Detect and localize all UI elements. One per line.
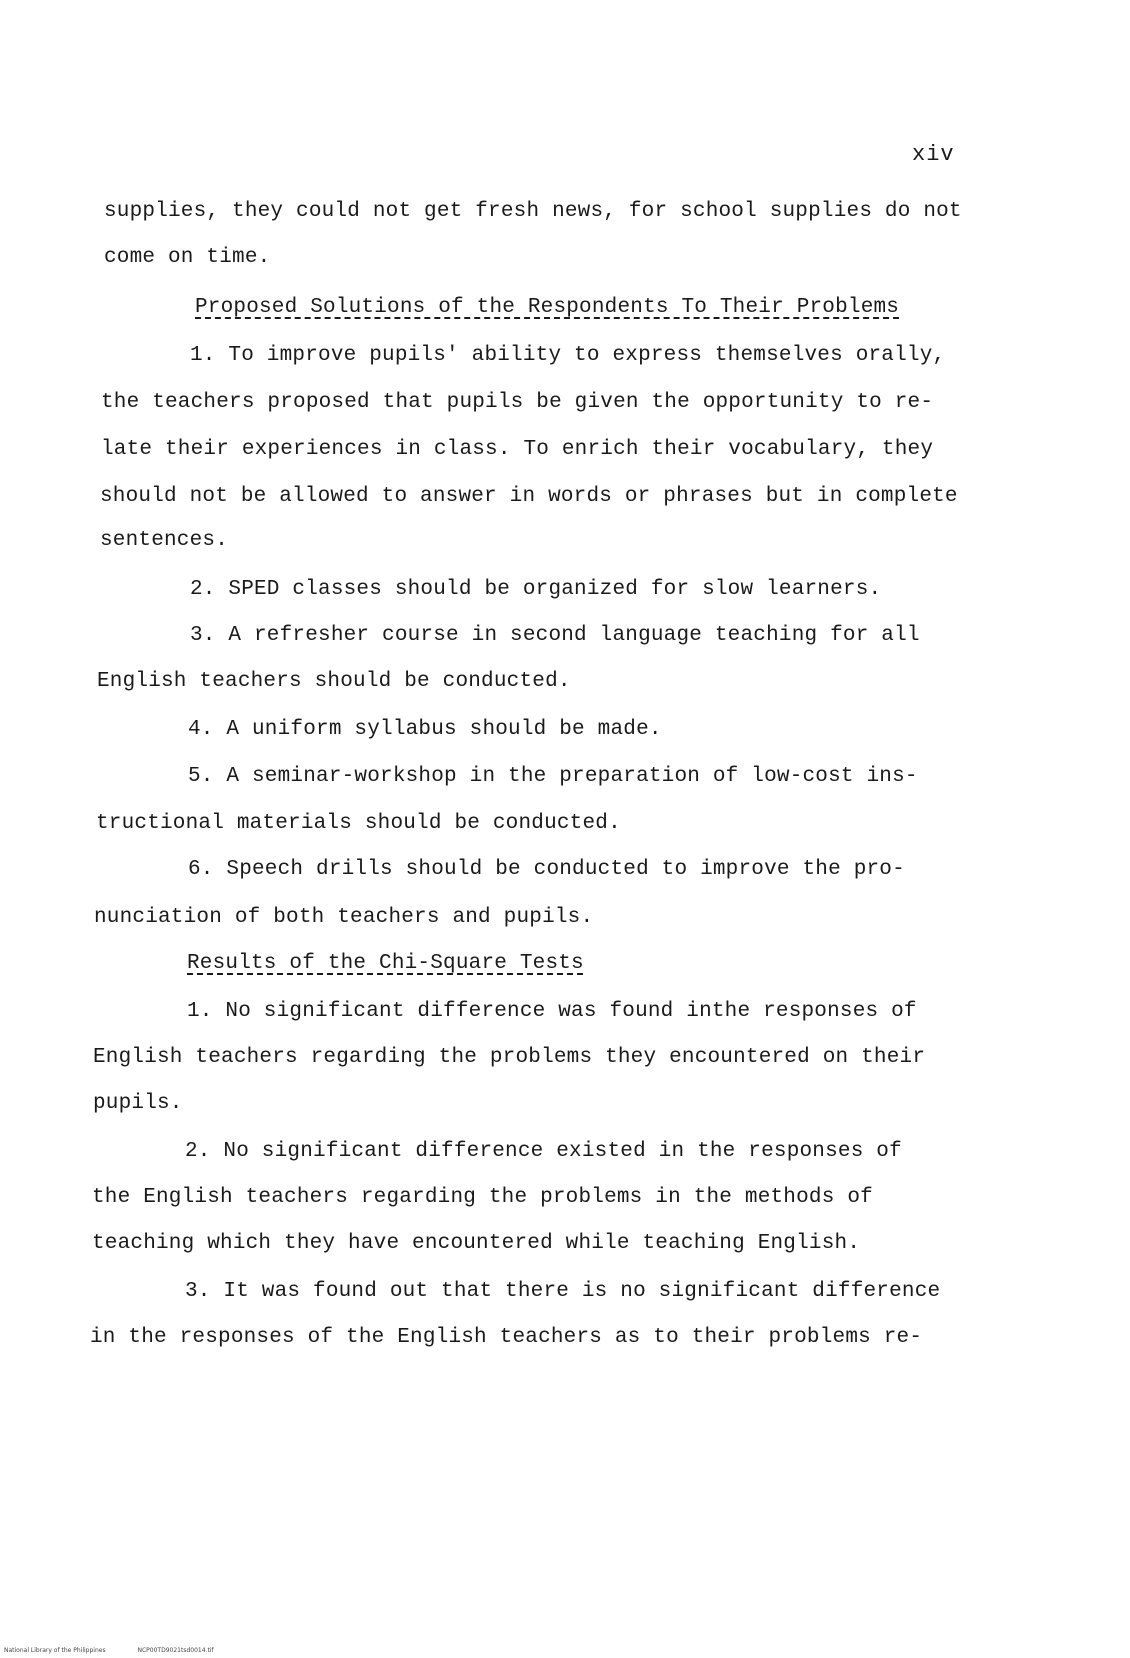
scan-footer (4, 1647, 244, 1654)
body-text-line: 4. A uniform syllabus should be made. (188, 718, 662, 741)
page-number: xiv (912, 142, 955, 167)
body-text-line: sentences. (100, 529, 229, 552)
body-text-line: 2. No significant difference existed in the responses of (185, 1140, 902, 1163)
body-text-line: 6. Speech drills should be conducted to improve the pro- (188, 858, 905, 881)
body-text-line: pupils. (93, 1092, 183, 1115)
body-text-line: nunciation of both teachers and pupils. (94, 906, 594, 929)
body-text-line: 5. A seminar-workshop in the preparation of low-cost ins- (188, 765, 918, 788)
body-text-line: 2. SPED classes should be organized for slow learners. (190, 578, 882, 601)
body-text-line: English teachers regarding the problems they encountered on their (93, 1046, 926, 1069)
body-text-line: 3. A refresher course in second language teaching for all (190, 624, 920, 647)
body-text-line: the teachers proposed that pupils be given the opportunity to re- (101, 391, 934, 414)
body-text-line: come on time. (104, 246, 271, 269)
file-id: NCP00TD9021tsd0014.tif (137, 1647, 214, 1654)
body-text-line: tructional materials should be conducted. (96, 812, 621, 835)
body-text-line: supplies, they could not get fresh news, for school supplies do not (104, 200, 962, 223)
body-text-line: in the responses of the English teachers as to their problems re- (90, 1326, 923, 1349)
body-text-line: 1. No significant difference was found inthe responses of (187, 1000, 917, 1023)
body-text-line: 3. It was found out that there is no significant difference (185, 1280, 941, 1303)
body-text-line: late their experiences in class. To enrich their vocabulary, they (101, 438, 934, 461)
body-text-line: teaching which they have encountered while teaching English. (92, 1232, 861, 1255)
section-heading: Results of the Chi-Square Tests (187, 952, 584, 975)
body-text-line: 1. To improve pupils' ability to express themselves orally, (190, 344, 946, 367)
body-text-line: the English teachers regarding the problems in the methods of (92, 1186, 873, 1209)
library-credit: National Library of the Philippines (4, 1647, 106, 1654)
body-text-line: should not be allowed to answer in words or phrases but in complete (100, 485, 958, 508)
body-text-line: English teachers should be conducted. (97, 670, 571, 693)
section-heading: Proposed Solutions of the Respondents To Their Problems (195, 296, 900, 319)
